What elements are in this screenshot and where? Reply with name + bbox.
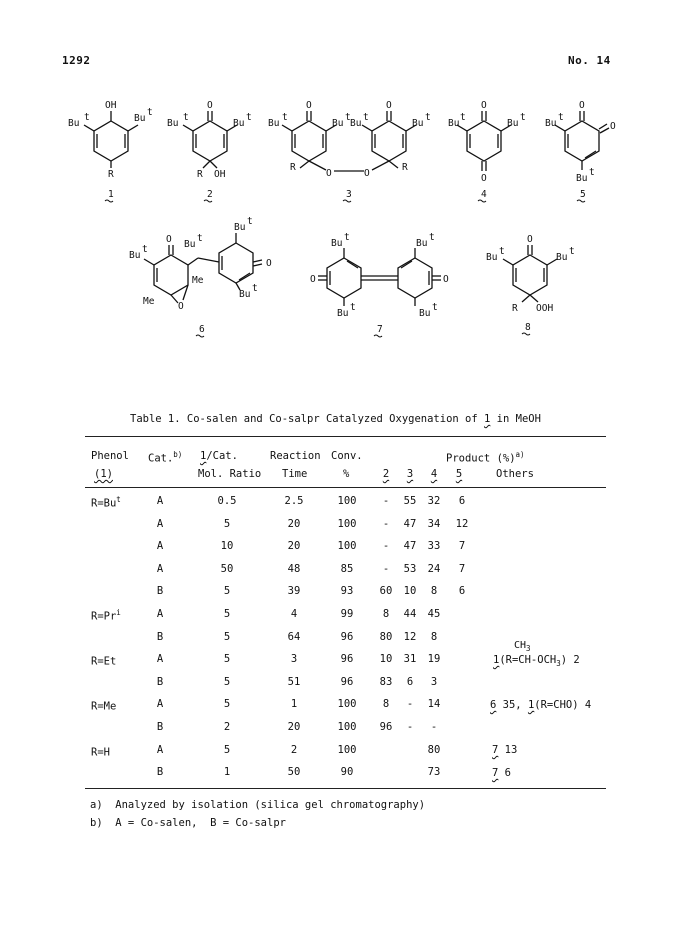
svg-text:O: O: [364, 168, 370, 179]
cell-cat: B: [156, 585, 164, 597]
cell-time: 3: [290, 653, 298, 665]
cell-ratio: 0.5: [217, 495, 237, 507]
cell-ratio: 2: [223, 721, 231, 733]
svg-text:t: t: [429, 232, 435, 243]
cell-cat: A: [156, 495, 164, 507]
svg-text:O: O: [306, 100, 312, 111]
col-others-header: Others: [496, 468, 534, 480]
cell-p4: 14: [427, 698, 441, 710]
cell-cat: A: [156, 608, 164, 620]
svg-text:OH: OH: [214, 169, 226, 180]
cell-cat: B: [156, 631, 164, 643]
svg-text:t: t: [183, 112, 189, 123]
cell-cat: A: [156, 540, 164, 552]
svg-text:Bu: Bu: [239, 289, 251, 300]
cell-conv: 100: [337, 518, 357, 530]
svg-text:Bu: Bu: [184, 239, 196, 250]
svg-text:Bu: Bu: [350, 118, 362, 129]
cell-conv: 100: [337, 540, 357, 552]
svg-text:O: O: [166, 234, 172, 245]
svg-text:O: O: [610, 121, 616, 132]
col-time-header: Reaction: [270, 450, 321, 462]
footnote-b: b) A = Co-salen, B = Co-salpr: [90, 817, 286, 829]
svg-text:Bu: Bu: [416, 238, 428, 249]
cell-time: 1: [290, 698, 298, 710]
svg-text:t: t: [363, 112, 369, 123]
table-top-rule: [85, 436, 606, 437]
cell-conv: 85: [340, 563, 354, 575]
structure-1: [84, 111, 138, 168]
note-ch3: $CH_3$: [514, 640, 531, 653]
cell-conv: 90: [340, 766, 354, 778]
structure-8: [503, 245, 557, 302]
cell-conv: 100: [337, 744, 357, 756]
cell-cat: A: [156, 563, 164, 575]
svg-text:Me: Me: [143, 296, 155, 307]
cell-p2: -: [382, 495, 390, 507]
cell-conv: 96: [340, 676, 354, 688]
col-conv-header: Conv.: [331, 450, 363, 462]
cell-p3: 55: [403, 495, 417, 507]
svg-text:t: t: [589, 167, 595, 178]
svg-text:O: O: [326, 168, 332, 179]
cell-phenol: $R=Pr^i$: [91, 608, 121, 623]
cell-p5: 12: [455, 518, 469, 530]
cell-p4: 24: [427, 563, 441, 575]
svg-text:t: t: [499, 246, 505, 257]
cell-cat: A: [156, 653, 164, 665]
svg-text:t: t: [344, 232, 350, 243]
svg-text:t: t: [569, 246, 575, 257]
cell-p2: 80: [379, 631, 393, 643]
cell-cat: A: [156, 698, 164, 710]
svg-text:O: O: [443, 274, 449, 285]
svg-text:OOH: OOH: [536, 303, 554, 314]
svg-text:R: R: [512, 303, 518, 314]
svg-text:t: t: [84, 112, 90, 123]
svg-text:t: t: [558, 112, 564, 123]
col-p2-header: 2: [382, 468, 390, 480]
cell-conv: 100: [337, 495, 357, 507]
cell-p2: -: [382, 563, 390, 575]
cell-conv: 99: [340, 608, 354, 620]
col-p4-header: 4: [430, 468, 438, 480]
cell-time: 2: [290, 744, 298, 756]
cell-p4: 80: [427, 744, 441, 756]
svg-text:8: 8: [525, 322, 531, 333]
svg-text:t: t: [247, 216, 253, 227]
cell-time: 64: [287, 631, 301, 643]
note-h-b: 7 6: [492, 767, 511, 779]
svg-text:t: t: [345, 112, 351, 123]
col-ratio-subheader: Mol. Ratio: [198, 468, 262, 480]
cell-ratio: 5: [223, 698, 231, 710]
cell-p2: 60: [379, 585, 393, 597]
cell-time: 39: [287, 585, 301, 597]
svg-text:Bu: Bu: [507, 118, 519, 129]
cell-ratio: 5: [223, 608, 231, 620]
svg-text:Bu: Bu: [545, 118, 557, 129]
col-p5-header: 5: [455, 468, 463, 480]
cell-time: 20: [287, 540, 301, 552]
svg-text:Bu: Bu: [331, 238, 343, 249]
cell-p3: 44: [403, 608, 417, 620]
cell-p2: -: [382, 518, 390, 530]
cell-cat: A: [156, 518, 164, 530]
svg-text:t: t: [432, 302, 438, 313]
cell-conv: 96: [340, 653, 354, 665]
cell-p3: 53: [403, 563, 417, 575]
note-h-a: 7 13: [492, 744, 518, 756]
svg-text:Me: Me: [192, 275, 204, 286]
svg-text:2: 2: [207, 189, 213, 200]
cell-p2: 96: [379, 721, 393, 733]
svg-text:Bu: Bu: [556, 252, 568, 263]
svg-text:OH: OH: [105, 100, 117, 111]
svg-text:t: t: [142, 244, 148, 255]
cell-p2: 83: [379, 676, 393, 688]
svg-text:O: O: [266, 258, 272, 269]
svg-text:Bu: Bu: [68, 118, 80, 129]
table-header-rule: [85, 487, 606, 488]
cell-time: 51: [287, 676, 301, 688]
cell-p3: 12: [403, 631, 417, 643]
cell-p4: 8: [430, 585, 438, 597]
svg-text:Bu: Bu: [448, 118, 460, 129]
structure-7: [318, 248, 441, 306]
col-p3-header: 3: [406, 468, 414, 480]
cell-ratio: 5: [223, 744, 231, 756]
svg-text:Bu: Bu: [129, 250, 141, 261]
svg-text:O: O: [579, 100, 585, 111]
table-bottom-rule: [85, 788, 606, 789]
svg-text:O: O: [207, 100, 213, 111]
svg-text:Bu: Bu: [268, 118, 280, 129]
cell-p4: 8: [430, 631, 438, 643]
cell-p5: 7: [458, 563, 466, 575]
cell-phenol: R=Et: [91, 655, 117, 668]
svg-text:t: t: [252, 283, 258, 294]
svg-text:Bu: Bu: [134, 113, 146, 124]
col-time-subheader: Time: [282, 468, 308, 480]
cell-time: 2.5: [284, 495, 304, 507]
cell-p2: 8: [382, 608, 390, 620]
cell-p4: 73: [427, 766, 441, 778]
journal-issue: No. 14: [568, 54, 611, 67]
svg-text:t: t: [197, 233, 203, 244]
svg-text:Bu: Bu: [576, 173, 588, 184]
cell-p2: -: [382, 540, 390, 552]
svg-text:3: 3: [346, 189, 352, 200]
svg-text:R: R: [290, 162, 296, 173]
svg-text:6: 6: [199, 324, 205, 335]
cell-cat: B: [156, 676, 164, 688]
svg-text:t: t: [520, 112, 526, 123]
cell-p3: -: [406, 698, 414, 710]
cell-p3: 47: [403, 540, 417, 552]
cell-ratio: 10: [220, 540, 234, 552]
svg-text:R: R: [197, 169, 203, 180]
col-phenol-header: Phenol: [91, 450, 129, 462]
cell-p3: 10: [403, 585, 417, 597]
cell-conv: 100: [337, 721, 357, 733]
svg-text:t: t: [282, 112, 288, 123]
svg-text:O: O: [386, 100, 392, 111]
cell-p4: 32: [427, 495, 441, 507]
svg-text:R: R: [108, 169, 114, 180]
svg-text:R: R: [402, 162, 408, 173]
svg-text:Bu: Bu: [332, 118, 344, 129]
cell-p4: 19: [427, 653, 441, 665]
svg-text:O: O: [310, 274, 316, 285]
table-caption: Table 1. Co-salen and Co-salpr Catalyzed Oxygenation of 1 in MeOH: [130, 413, 541, 425]
svg-text:Bu: Bu: [412, 118, 424, 129]
cell-phenol: $R=Bu^t$: [91, 495, 121, 510]
cell-phenol: R=Me: [91, 700, 117, 713]
cell-p4: -: [430, 721, 438, 733]
svg-text:O: O: [527, 234, 533, 245]
cell-p4: 34: [427, 518, 441, 530]
cell-cat: B: [156, 721, 164, 733]
cell-p5: 6: [458, 495, 466, 507]
cell-p5: 7: [458, 540, 466, 552]
cell-p3: 31: [403, 653, 417, 665]
note-et: $1(R=CH-OCH_3)$ 2: [493, 654, 580, 669]
svg-text:4: 4: [481, 189, 487, 200]
svg-text:Bu: Bu: [486, 252, 498, 263]
footnote-a: a) Analyzed by isolation (silica gel chromatography): [90, 799, 426, 811]
col-cat-header: Cat.$^{b)}$: [148, 450, 183, 465]
cell-ratio: 1: [223, 766, 231, 778]
cell-ratio: 5: [223, 631, 231, 643]
structure-2: [183, 111, 237, 168]
svg-text:Bu: Bu: [167, 118, 179, 129]
cell-p3: 6: [406, 676, 414, 688]
cell-cat: B: [156, 766, 164, 778]
svg-text:t: t: [350, 302, 356, 313]
svg-text:t: t: [147, 107, 153, 118]
chemical-structures: [0, 0, 680, 350]
cell-p2: 8: [382, 698, 390, 710]
cell-p4: 33: [427, 540, 441, 552]
cell-p2: 10: [379, 653, 393, 665]
svg-text:Bu: Bu: [234, 222, 246, 233]
cell-time: 4: [290, 608, 298, 620]
svg-text:Bu: Bu: [337, 308, 349, 319]
svg-text:5: 5: [580, 189, 586, 200]
cell-time: 48: [287, 563, 301, 575]
cell-conv: 93: [340, 585, 354, 597]
svg-text:t: t: [246, 112, 252, 123]
cell-phenol: R=H: [91, 746, 110, 759]
cell-time: 20: [287, 721, 301, 733]
cell-p4: 45: [427, 608, 441, 620]
cell-cat: A: [156, 744, 164, 756]
cell-ratio: 5: [223, 676, 231, 688]
cell-ratio: 50: [220, 563, 234, 575]
svg-text:t: t: [425, 112, 431, 123]
cell-conv: 100: [337, 698, 357, 710]
note-me: 6 35, 1(R=CHO) 4: [490, 699, 592, 711]
cell-p3: 47: [403, 518, 417, 530]
svg-text:O: O: [481, 173, 487, 184]
svg-text:t: t: [460, 112, 466, 123]
col-conv-subheader: %: [343, 468, 350, 480]
cell-time: 50: [287, 766, 301, 778]
cell-ratio: 5: [223, 518, 231, 530]
cell-p5: 6: [458, 585, 466, 597]
cell-ratio: 5: [223, 653, 231, 665]
cell-ratio: 5: [223, 585, 231, 597]
cell-p4: 3: [430, 676, 438, 688]
cell-conv: 96: [340, 631, 354, 643]
cell-p3: -: [406, 721, 414, 733]
col-ratio-header: 1/Cat.: [200, 450, 238, 462]
cell-time: 20: [287, 518, 301, 530]
svg-text:O: O: [481, 100, 487, 111]
svg-text:1: 1: [108, 189, 114, 200]
svg-text:O: O: [178, 301, 184, 312]
svg-text:Bu: Bu: [233, 118, 245, 129]
col-phenol-subheader: (1): [94, 468, 113, 480]
structure-labels-text: [68, 100, 616, 319]
svg-text:Bu: Bu: [419, 308, 431, 319]
svg-text:7: 7: [377, 324, 383, 335]
page-number: 1292: [62, 54, 91, 67]
col-product-header: Product (%)$^{a)}$: [446, 450, 525, 465]
